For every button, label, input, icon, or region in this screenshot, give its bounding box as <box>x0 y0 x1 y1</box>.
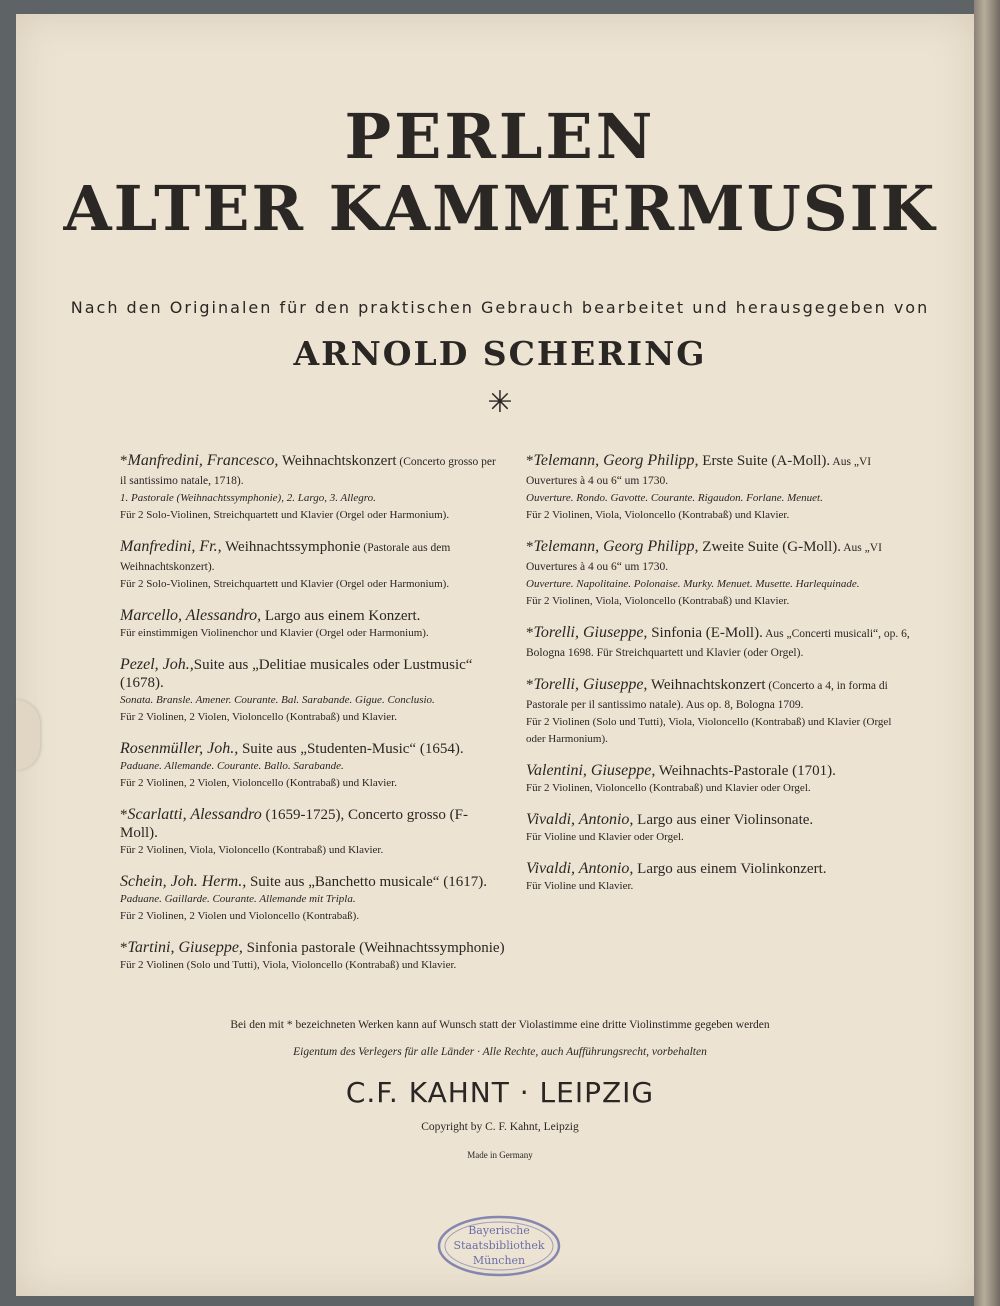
entry-heading <box>120 740 505 758</box>
catalog-entry <box>120 656 505 726</box>
work-title: Sinfonia pastorale (Weihnachtssymphonie) <box>242 940 505 956</box>
composer-name: Scarlatti, Alessandro <box>127 806 262 823</box>
entry-heading <box>526 811 910 829</box>
asterisk-marker: * <box>526 453 534 469</box>
instrumentation: Für 2 Violinen, Violoncello (Kontrabaß) und Klavier oder Orgel. <box>526 782 811 794</box>
asterisk-marker: * <box>526 677 534 693</box>
entry-heading <box>120 939 505 957</box>
composer-name: Valentini, Giuseppe, <box>526 762 656 779</box>
catalog-entry <box>526 762 910 797</box>
composer-name: Manfredini, Fr., <box>120 538 222 555</box>
work-title: Weihnachtssymphonie <box>221 539 361 555</box>
catalog-entry <box>526 538 910 610</box>
composer-name: Torelli, Giuseppe, <box>533 676 648 693</box>
work-title: Weihnachtskonzert <box>647 677 766 693</box>
composer-name: Telemann, Georg Philipp, <box>533 538 699 555</box>
instrumentation: Für 2 Violinen, 2 Violen und Violoncello (Kontrabaß). <box>120 910 360 922</box>
footnote: Bei den mit * bezeichneten Werken kann auf Wunsch statt der Violastimme eine dritte Violinstimme gegeben werden <box>230 1019 770 1031</box>
asterisk-marker: * <box>526 539 534 555</box>
entry-heading <box>120 607 505 625</box>
title-line-2: ALTER KAMMERMUSIK <box>63 172 937 245</box>
catalog-entry <box>526 452 910 524</box>
work-title: Zweite Suite (G-Moll). <box>698 539 842 555</box>
stamp-line-3: München <box>472 1254 526 1267</box>
composer-name: Telemann, Georg Philipp, <box>533 452 699 469</box>
work-title: Weihnachtskonzert <box>278 453 397 469</box>
instrumentation: Für 2 Solo-Violinen, Streichquartett und Klavier (Orgel oder Harmonium). <box>120 509 450 521</box>
entry-heading <box>526 452 910 490</box>
catalog-entry <box>120 452 505 524</box>
entry-heading <box>526 624 910 662</box>
composer-name: Vivaldi, Antonio, <box>526 811 634 828</box>
catalog-entry <box>120 607 505 642</box>
catalog-entry <box>526 676 910 748</box>
subtitle: Nach den Originalen für den praktischen Gebrauch bearbeitet und herausgegeben von <box>70 298 930 317</box>
catalog-entry <box>120 873 505 925</box>
catalog-entry <box>120 939 505 974</box>
instrumentation: Für 2 Violinen, Viola, Violoncello (Kontrabaß) und Klavier. <box>526 595 790 607</box>
catalog-entry <box>526 860 910 895</box>
entry-heading <box>526 676 910 714</box>
composer-name: Pezel, Joh., <box>120 656 194 673</box>
work-title: Suite aus „Delitiae musicales oder Lustmusic“ (1678). <box>120 657 473 691</box>
composer-name: Schein, Joh. Herm., <box>120 873 247 890</box>
stamp-line-1: Bayerische <box>468 1224 530 1237</box>
publisher: C.F. KAHNT · LEIPZIG <box>345 1076 655 1109</box>
work-title: Largo aus einem Violinkonzert. <box>633 861 827 877</box>
entry-heading <box>526 860 910 878</box>
entry-heading <box>526 538 910 576</box>
movement-list: 1. Pastorale (Weihnachtssymphonie), 2. Largo, 3. Allegro. <box>120 492 376 504</box>
work-title: Erste Suite (A-Moll). <box>698 453 831 469</box>
instrumentation: Für einstimmigen Violinenchor und Klavier (Orgel oder Harmonium). <box>120 627 429 639</box>
composer-name: Torelli, Giuseppe, <box>533 624 648 641</box>
entry-heading <box>120 806 505 842</box>
entry-heading <box>120 538 505 576</box>
asterisk-marker: * <box>120 940 128 956</box>
instrumentation: Für 2 Solo-Violinen, Streichquartett und Klavier (Orgel oder Harmonium). <box>120 578 450 590</box>
composer-name: Marcello, Alessandro, <box>120 607 262 624</box>
instrumentation: Für 2 Violinen, 2 Violen, Violoncello (Kontrabaß) und Klavier. <box>120 777 397 789</box>
entry-heading <box>120 656 505 692</box>
library-stamp <box>436 1214 562 1278</box>
instrumentation: Für Violine und Klavier. <box>526 880 634 892</box>
instrumentation: Für 2 Violinen, Viola, Violoncello (Kontrabaß) und Klavier. <box>526 509 790 521</box>
title-line-1: PERLEN <box>344 100 656 173</box>
catalog-entry <box>526 811 910 846</box>
movement-list: Sonata. Bransle. Amener. Courante. Bal. Sarabande. Gigue. Conclusio. <box>120 694 435 706</box>
movement-list: Ouverture. Rondo. Gavotte. Courante. Rigaudon. Forlane. Menuet. <box>526 492 823 504</box>
made-in: Made in Germany <box>467 1150 533 1160</box>
stamp-line-2: Staatsbibliothek <box>453 1239 545 1252</box>
composer-name: Manfredini, Francesco, <box>127 452 279 469</box>
movement-list: Paduane. Gaillarde. Courante. Allemande mit Tripla. <box>120 893 356 905</box>
catalog-entry <box>120 806 505 859</box>
work-description: (Pastorale aus dem Weihnachtskonzert). <box>120 542 451 573</box>
work-description: (Concerto grosso per il santissimo natale, 1718). <box>120 456 496 487</box>
editor-name: ARNOLD SCHERING <box>293 334 707 373</box>
work-title: (1659-1725), Concerto grosso (F-Moll). <box>120 807 468 841</box>
copyright: Copyright by C. F. Kahnt, Leipzig <box>421 1121 579 1133</box>
instrumentation: Für 2 Violinen (Solo und Tutti), Viola, Violoncello (Kontrabaß) und Klavier (Orgel oder Harmonium). <box>526 716 892 745</box>
work-title: Largo aus einem Konzert. <box>261 608 421 624</box>
work-title: Largo aus einer Violinsonate. <box>633 812 814 828</box>
instrumentation: Für 2 Violinen, 2 Violen, Violoncello (Kontrabaß) und Klavier. <box>120 711 397 723</box>
composer-name: Rosenmüller, Joh., <box>120 740 239 757</box>
left-column <box>120 452 505 988</box>
work-description: Aus „VI Ouvertures à 4 ou 6“ um 1730. <box>526 456 872 487</box>
asterisk-marker: * <box>526 625 534 641</box>
right-column <box>526 452 910 909</box>
work-description: Aus „VI Ouvertures à 4 ou 6“ um 1730. <box>526 542 882 573</box>
movement-list: Paduane. Allemande. Courante. Ballo. Sarabande. <box>120 760 344 772</box>
work-title: Suite aus „Studenten-Music“ (1654). <box>238 741 464 757</box>
work-title: Suite aus „Banchetto musicale“ (1617). <box>246 874 487 890</box>
composer-name: Tartini, Giuseppe, <box>127 939 243 956</box>
work-title: Sinfonia (E-Moll). <box>647 625 763 641</box>
catalog-entry <box>120 740 505 792</box>
catalog-entry <box>526 624 910 662</box>
asterisk-marker: * <box>120 807 128 823</box>
entry-heading <box>120 452 505 490</box>
instrumentation: Für 2 Violinen, Viola, Violoncello (Kontrabaß) und Klavier. <box>120 844 384 856</box>
ornament-star-icon: ✳ <box>487 386 513 419</box>
catalog-entry <box>120 538 505 593</box>
work-description: Aus „Concerti musicali“, op. 6, Bologna 1698. Für Streichquartett und Klavier (oder Orgel). <box>526 628 910 659</box>
work-title: Weihnachts-Pastorale (1701). <box>655 763 836 779</box>
instrumentation: Für 2 Violinen (Solo und Tutti), Viola, Violoncello (Kontrabaß) und Klavier. <box>120 959 457 971</box>
composer-name: Vivaldi, Antonio, <box>526 860 634 877</box>
rights-notice: Eigentum des Verlegers für alle Länder · Alle Rechte, auch Aufführungsrecht, vorbehalten <box>293 1046 707 1058</box>
instrumentation: Für Violine und Klavier oder Orgel. <box>526 831 684 843</box>
asterisk-marker: * <box>120 453 128 469</box>
work-description: (Concerto a 4, in forma di Pastorale per il santissimo natale). Aus op. 8, Bologna 1709. <box>526 680 888 711</box>
entry-heading <box>526 762 910 780</box>
movement-list: Ouverture. Napolitaine. Polonaise. Murky. Menuet. Musette. Harlequinade. <box>526 578 860 590</box>
entry-heading <box>120 873 505 891</box>
